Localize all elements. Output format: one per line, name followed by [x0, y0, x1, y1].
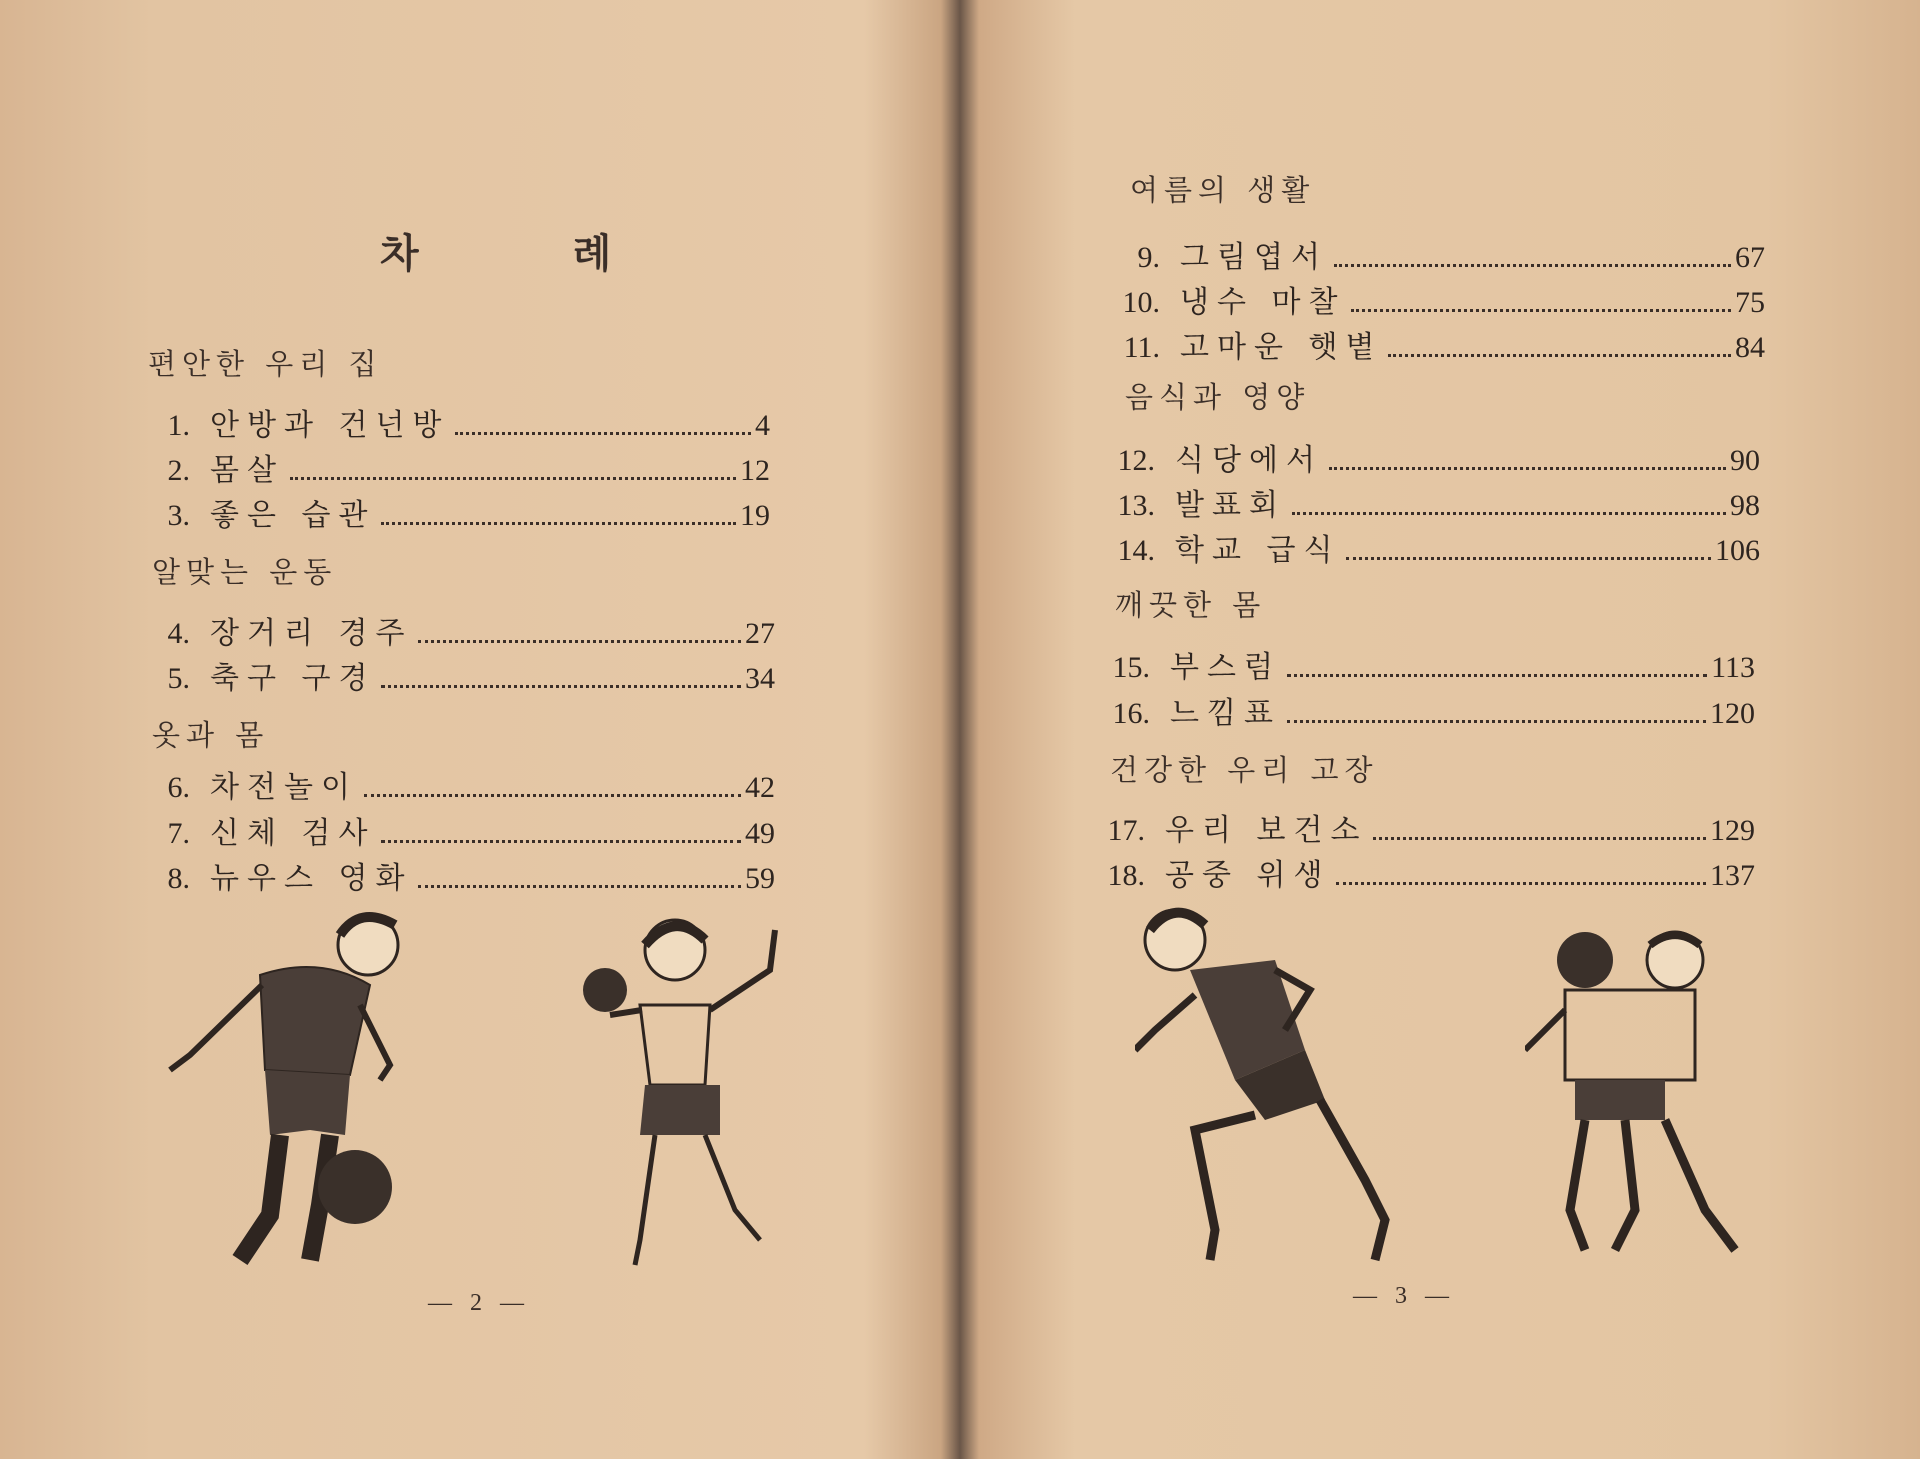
leader-dots [418, 640, 741, 643]
entry-number: 7. [167, 817, 190, 850]
leader-dots [1351, 309, 1731, 312]
section-heading: 건강한 우리 고장 [1110, 753, 1379, 787]
toc-entry[interactable] [1095, 480, 1760, 524]
entry-label: 발표회 [1175, 488, 1286, 523]
leader-dots [1373, 837, 1706, 840]
entry-number: 15. [1112, 651, 1150, 684]
entry-page: 120 [1710, 697, 1755, 730]
toc-entry[interactable] [130, 808, 775, 852]
section-heading: 옷과 몸 [152, 718, 270, 752]
section-heading: 여름의 생활 [1130, 173, 1316, 207]
entry-page: 12 [740, 454, 770, 487]
entry-page: 34 [745, 662, 775, 695]
entry-page: 98 [1730, 489, 1760, 522]
leader-dots [1292, 512, 1726, 515]
entry-page: 19 [740, 499, 770, 532]
soccer-boy-illustration [150, 905, 410, 1285]
entry-page: 75 [1735, 286, 1765, 319]
leader-dots [1329, 467, 1726, 470]
entry-label: 식당에서 [1175, 443, 1323, 478]
leader-dots [381, 522, 736, 525]
entry-number: 9. [1137, 241, 1160, 274]
leader-dots [1336, 882, 1706, 885]
entry-page: 90 [1730, 444, 1760, 477]
toc-entry[interactable] [1090, 688, 1755, 732]
toc-entry[interactable] [1085, 805, 1755, 849]
entry-page: 27 [745, 617, 775, 650]
right-page [965, 0, 1920, 1459]
entry-page: 106 [1715, 534, 1760, 567]
section-heading: 알맞는 운동 [152, 555, 338, 589]
toc-entry[interactable] [1100, 277, 1765, 321]
entry-number: 17. [1107, 814, 1145, 847]
section-heading: 깨끗한 몸 [1115, 588, 1267, 622]
entry-label: 안방과 건넌방 [210, 408, 450, 443]
entry-number: 5. [167, 662, 190, 695]
entry-label: 고마운 햇볕 [1180, 330, 1383, 365]
page-number: — 2 — [428, 1290, 530, 1316]
runner-illustration [1135, 900, 1415, 1280]
entry-label: 부스럼 [1170, 650, 1281, 685]
entry-number: 14. [1117, 534, 1155, 567]
entry-label: 공중 위생 [1165, 858, 1331, 893]
entry-page: 137 [1710, 859, 1755, 892]
wrestlers-illustration [1525, 920, 1765, 1270]
toc-entry[interactable] [1085, 850, 1755, 894]
entry-page: 59 [745, 862, 775, 895]
toc-entry[interactable] [130, 445, 770, 489]
entry-label: 차전놀이 [210, 770, 358, 805]
toc-entry[interactable] [1095, 435, 1760, 479]
entry-label: 축구 구경 [210, 661, 376, 696]
leader-dots [455, 432, 751, 435]
entry-number: 10. [1122, 286, 1160, 319]
toc-entry[interactable] [130, 608, 775, 652]
entry-label: 장거리 경주 [210, 616, 413, 651]
toc-entry[interactable] [130, 490, 770, 534]
toc-title: 차 례 [380, 230, 682, 277]
entry-number: 6. [167, 771, 190, 804]
entry-number: 12. [1117, 444, 1155, 477]
section-heading: 편안한 우리 집 [148, 347, 383, 381]
toc-entry[interactable] [130, 762, 775, 806]
entry-label: 신체 검사 [210, 816, 376, 851]
toc-entry[interactable] [1095, 525, 1760, 569]
leader-dots [364, 794, 741, 797]
leader-dots [1287, 674, 1707, 677]
leader-dots [381, 840, 741, 843]
leader-dots [1388, 354, 1731, 357]
entry-page: 4 [755, 409, 770, 442]
toc-entry[interactable] [130, 400, 770, 444]
toc-entry[interactable] [1100, 322, 1765, 366]
entry-label: 좋은 습관 [210, 498, 376, 533]
ball-throw-girl-illustration [580, 910, 800, 1280]
entry-page: 67 [1735, 241, 1765, 274]
entry-number: 8. [167, 862, 190, 895]
toc-entry[interactable] [1090, 642, 1755, 686]
entry-number: 16. [1112, 697, 1150, 730]
entry-number: 4. [167, 617, 190, 650]
leader-dots [418, 885, 741, 888]
entry-number: 11. [1123, 331, 1160, 364]
leader-dots [290, 477, 736, 480]
entry-number: 18. [1107, 859, 1145, 892]
page-number: — 3 — [1353, 1283, 1455, 1309]
leader-dots [1287, 720, 1706, 723]
entry-label: 뉴우스 영화 [210, 861, 413, 896]
toc-entry[interactable] [1100, 232, 1765, 276]
leader-dots [1346, 557, 1711, 560]
toc-entry[interactable] [130, 653, 775, 697]
entry-number: 1. [167, 409, 190, 442]
left-page [0, 0, 955, 1459]
entry-number: 13. [1117, 489, 1155, 522]
entry-number: 2. [167, 454, 190, 487]
entry-label: 우리 보건소 [1165, 813, 1368, 848]
entry-label: 몸살 [210, 453, 284, 488]
entry-label: 학교 급식 [1175, 533, 1341, 568]
entry-page: 84 [1735, 331, 1765, 364]
entry-label: 냉수 마찰 [1180, 285, 1346, 320]
entry-page: 129 [1710, 814, 1755, 847]
entry-number: 3. [167, 499, 190, 532]
section-heading: 음식과 영양 [1125, 380, 1311, 414]
toc-entry[interactable] [130, 853, 775, 897]
entry-page: 113 [1711, 651, 1755, 684]
entry-page: 42 [745, 771, 775, 804]
entry-label: 그림엽서 [1180, 240, 1328, 275]
leader-dots [381, 685, 741, 688]
entry-label: 느낌표 [1170, 696, 1281, 731]
leader-dots [1334, 264, 1731, 267]
entry-page: 49 [745, 817, 775, 850]
